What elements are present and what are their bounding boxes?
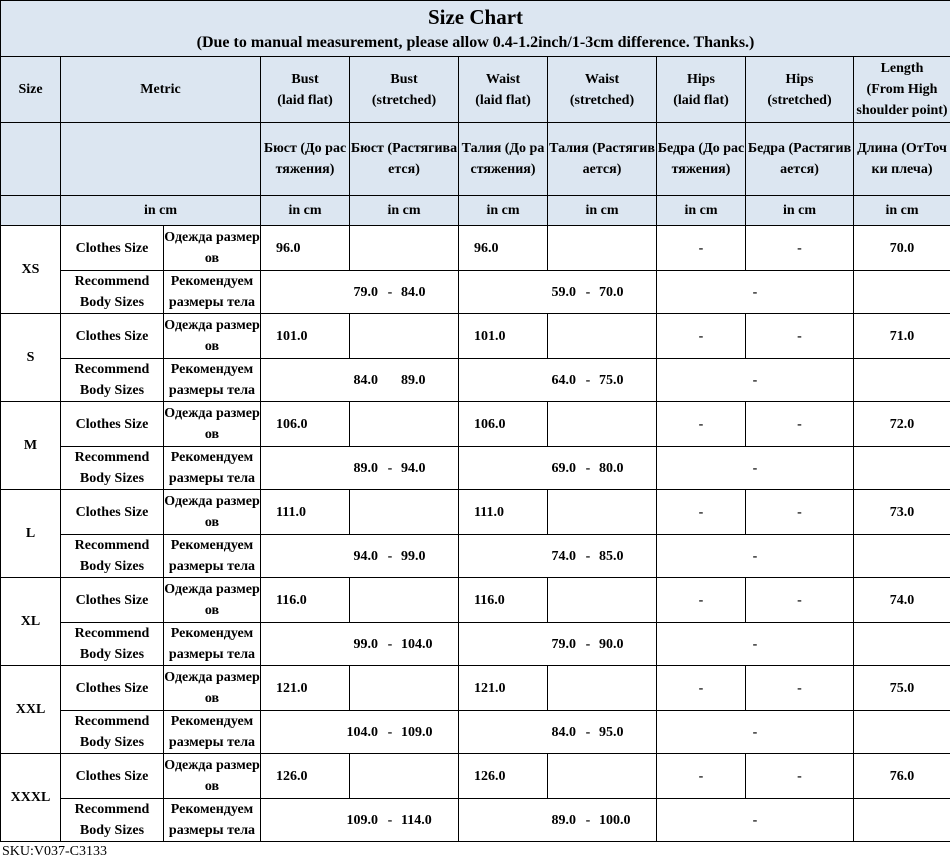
header-ru-length: Длина (ОтТочки плеча) (854, 123, 950, 196)
hips-range: - (657, 535, 854, 578)
bust-range-to: 109.0 (401, 724, 433, 740)
bust-range-to: 104.0 (401, 636, 433, 652)
clothes-size-label: Clothes Size (61, 402, 164, 447)
size-label: XXXL (1, 754, 61, 842)
header-ru-bust-stretched: Бюст (Растягивается) (350, 123, 459, 196)
clothes-size-label-ru: Одежда размеров (164, 314, 261, 359)
recommend-label-ru: Рекомендуем размеры тела (164, 711, 261, 754)
unit-cell: in cm (746, 196, 854, 226)
waist-range-to: 75.0 (599, 372, 624, 388)
table-row (1, 314, 950, 359)
bust-range-sep: - (387, 636, 393, 652)
clothes-size-label-ru: Одежда размеров (164, 226, 261, 271)
waist-range-range (459, 546, 656, 567)
bust-range (261, 447, 459, 490)
table-row (1, 578, 950, 623)
recommend-label: Recommend Body Sizes (61, 359, 164, 402)
recommend-label-ru: Рекомендуем размеры тела (164, 271, 261, 314)
clothes-size-label-ru: Одежда размеров (164, 666, 261, 711)
clothes-size-label: Clothes Size (61, 666, 164, 711)
bust-range (261, 799, 459, 842)
waist-range (459, 711, 657, 754)
bust-stretched-value (350, 578, 459, 623)
unit-cell: in cm (548, 196, 657, 226)
recommend-label-ru: Рекомендуем размеры тела (164, 623, 261, 666)
bust-range-range (261, 370, 458, 391)
bust-range (261, 359, 459, 402)
size-label: XXL (1, 666, 61, 754)
header-ru-waist-stretched: Талия (Растягивается) (548, 123, 657, 196)
waist-stretched-value (548, 226, 657, 271)
clothes-size-label-ru: Одежда размеров (164, 490, 261, 535)
length-value: 71.0 (854, 314, 950, 359)
waist-range-sep: - (585, 812, 591, 828)
hips-flat-value: - (657, 578, 746, 623)
hips-range: - (657, 711, 854, 754)
bust-flat-value: 96.0 (261, 226, 350, 271)
recommend-label: Recommend Body Sizes (61, 799, 164, 842)
length-value: 73.0 (854, 490, 950, 535)
waist-range-sep: - (585, 724, 591, 740)
table-row (1, 359, 950, 402)
recommend-label: Recommend Body Sizes (61, 447, 164, 490)
bust-flat-value: 116.0 (261, 578, 350, 623)
bust-stretched-value (350, 314, 459, 359)
hips-range: - (657, 359, 854, 402)
length-value: 75.0 (854, 666, 950, 711)
metric-header: Metric (61, 57, 261, 123)
table-row (1, 226, 950, 271)
length-range (854, 447, 950, 490)
bust-flat-value: 101.0 (261, 314, 350, 359)
bust-range-range (261, 634, 458, 655)
bust-range-range (261, 810, 458, 831)
clothes-size-label: Clothes Size (61, 490, 164, 535)
waist-range-from: 89.0 (551, 812, 576, 828)
hips-stretched-value: - (746, 402, 854, 447)
header-bust-stretched: Bust (stretched) (350, 57, 459, 123)
length-range (854, 535, 950, 578)
waist-flat-value: 116.0 (459, 578, 548, 623)
waist-flat-value: 126.0 (459, 754, 548, 799)
length-value: 76.0 (854, 754, 950, 799)
waist-range-to: 100.0 (599, 812, 631, 828)
recommend-label: Recommend Body Sizes (61, 271, 164, 314)
bust-range (261, 271, 459, 314)
recommend-label-ru: Рекомендуем размеры тела (164, 359, 261, 402)
table-row (1, 666, 950, 711)
waist-range-to: 90.0 (599, 636, 624, 652)
unit-cell: in cm (261, 196, 350, 226)
waist-flat-value: 101.0 (459, 314, 548, 359)
table-row (1, 535, 950, 578)
unit-empty (1, 196, 61, 226)
waist-stretched-value (548, 754, 657, 799)
waist-range-from: 79.0 (551, 636, 576, 652)
clothes-size-label: Clothes Size (61, 578, 164, 623)
bust-flat-value: 126.0 (261, 754, 350, 799)
table-row (1, 711, 950, 754)
header-ru-hips-stretched: Бедра (Растягивается) (746, 123, 854, 196)
waist-flat-value: 121.0 (459, 666, 548, 711)
waist-range-sep: - (585, 548, 591, 564)
length-range (854, 623, 950, 666)
hips-flat-value: - (657, 402, 746, 447)
waist-range-to: 95.0 (599, 724, 624, 740)
unit-metric: in cm (61, 196, 261, 226)
unit-cell: in cm (854, 196, 950, 226)
waist-range-from: 69.0 (551, 460, 576, 476)
hips-stretched-value: - (746, 226, 854, 271)
hips-flat-value: - (657, 314, 746, 359)
table-row (1, 623, 950, 666)
waist-stretched-value (548, 578, 657, 623)
hips-flat-value: - (657, 754, 746, 799)
waist-range-from: 84.0 (551, 724, 576, 740)
unit-cell: in cm (657, 196, 746, 226)
length-range (854, 799, 950, 842)
table-row (1, 271, 950, 314)
header-hips-stretched: Hips (stretched) (746, 57, 854, 123)
bust-range-from: 94.0 (353, 548, 378, 564)
hips-stretched-value: - (746, 314, 854, 359)
waist-range-range (459, 370, 656, 391)
header-ru-waist-flat: Талия (До растяжения) (459, 123, 548, 196)
waist-range-range (459, 722, 656, 743)
hips-stretched-value: - (746, 490, 854, 535)
waist-range (459, 447, 657, 490)
hips-stretched-value: - (746, 666, 854, 711)
header-ru-hips-flat: Бедра (До растяжения) (657, 123, 746, 196)
page-subtitle: (Due to manual measurement, please allow 0.4-1.2inch/1-3cm difference. Thanks.) (196, 33, 755, 51)
bust-range-to: 94.0 (401, 460, 426, 476)
unit-cell: in cm (350, 196, 459, 226)
bust-range-sep: - (387, 460, 393, 476)
clothes-size-label: Clothes Size (61, 754, 164, 799)
bust-stretched-value (350, 666, 459, 711)
bust-stretched-value (350, 490, 459, 535)
size-header: Size (1, 57, 61, 123)
length-range (854, 359, 950, 402)
bust-range-to: 114.0 (401, 812, 432, 828)
size-label: M (1, 402, 61, 490)
waist-stretched-value (548, 402, 657, 447)
bust-range (261, 623, 459, 666)
waist-range (459, 623, 657, 666)
header-hips-flat: Hips (laid flat) (657, 57, 746, 123)
waist-range-sep: - (585, 460, 591, 476)
bust-stretched-value (350, 402, 459, 447)
bust-range-range (261, 282, 458, 303)
waist-range-from: 64.0 (551, 372, 576, 388)
size-header-ru-empty (1, 123, 61, 196)
length-value: 72.0 (854, 402, 950, 447)
hips-range: - (657, 447, 854, 490)
length-range (854, 271, 950, 314)
bust-range-from: 109.0 (346, 812, 378, 828)
page-title: Size Chart (427, 4, 524, 29)
recommend-label-ru: Рекомендуем размеры тела (164, 535, 261, 578)
bust-range-sep: - (387, 724, 393, 740)
waist-range-range (459, 282, 656, 303)
table-row (1, 402, 950, 447)
chart-title-cell (1, 1, 950, 57)
bust-range-sep: - (387, 284, 393, 300)
size-label: S (1, 314, 61, 402)
bust-range (261, 711, 459, 754)
header-ru-bust-flat: Бюст (До растяжения) (261, 123, 350, 196)
bust-range-to: 89.0 (401, 372, 426, 388)
waist-range (459, 535, 657, 578)
bust-flat-value: 106.0 (261, 402, 350, 447)
waist-flat-value: 106.0 (459, 402, 548, 447)
clothes-size-label: Clothes Size (61, 314, 164, 359)
waist-range-range (459, 634, 656, 655)
bust-range (261, 535, 459, 578)
header-length: Length (From High shoulder point) (854, 57, 950, 123)
waist-range-sep: - (585, 372, 591, 388)
bust-flat-value: 121.0 (261, 666, 350, 711)
bust-range-from: 84.0 (353, 372, 378, 388)
clothes-size-label-ru: Одежда размеров (164, 402, 261, 447)
hips-range: - (657, 799, 854, 842)
bust-flat-value: 111.0 (261, 490, 350, 535)
bust-range-to: 84.0 (401, 284, 426, 300)
waist-range-to: 85.0 (599, 548, 624, 564)
bust-range-from: 99.0 (353, 636, 378, 652)
hips-range: - (657, 623, 854, 666)
clothes-size-label-ru: Одежда размеров (164, 578, 261, 623)
header-bust-flat: Bust (laid flat) (261, 57, 350, 123)
size-label: XL (1, 578, 61, 666)
recommend-label-ru: Рекомендуем размеры тела (164, 799, 261, 842)
hips-stretched-value: - (746, 754, 854, 799)
waist-flat-value: 96.0 (459, 226, 548, 271)
recommend-label: Recommend Body Sizes (61, 623, 164, 666)
header-waist-flat: Waist (laid flat) (459, 57, 548, 123)
length-value: 70.0 (854, 226, 950, 271)
waist-range-range (459, 810, 656, 831)
bust-range-from: 104.0 (346, 724, 378, 740)
length-value: 74.0 (854, 578, 950, 623)
clothes-size-label-ru: Одежда размеров (164, 754, 261, 799)
bust-range-from: 79.0 (353, 284, 378, 300)
table-row (1, 447, 950, 490)
bust-range-sep: - (387, 548, 393, 564)
bust-range-to: 99.0 (401, 548, 426, 564)
bust-stretched-value (350, 226, 459, 271)
waist-range-to: 80.0 (599, 460, 624, 476)
bust-range-range (261, 722, 458, 743)
waist-range-from: 59.0 (551, 284, 576, 300)
table-row (1, 754, 950, 799)
recommend-label: Recommend Body Sizes (61, 711, 164, 754)
bust-range-range (261, 546, 458, 567)
waist-stretched-value (548, 666, 657, 711)
hips-flat-value: - (657, 226, 746, 271)
waist-stretched-value (548, 314, 657, 359)
hips-stretched-value: - (746, 578, 854, 623)
length-range (854, 711, 950, 754)
waist-range (459, 271, 657, 314)
unit-cell: in cm (459, 196, 548, 226)
recommend-label: Recommend Body Sizes (61, 535, 164, 578)
hips-flat-value: - (657, 490, 746, 535)
table-row (1, 490, 950, 535)
sku-label: SKU:V037-C3133 (2, 844, 108, 859)
waist-stretched-value (548, 490, 657, 535)
hips-flat-value: - (657, 666, 746, 711)
waist-range (459, 359, 657, 402)
waist-range-sep: - (585, 284, 591, 300)
size-label: L (1, 490, 61, 578)
header-waist-stretched: Waist (stretched) (548, 57, 657, 123)
recommend-label-ru: Рекомендуем размеры тела (164, 447, 261, 490)
hips-range: - (657, 271, 854, 314)
metric-header-ru-empty (61, 123, 261, 196)
waist-flat-value: 111.0 (459, 490, 548, 535)
table-row (1, 799, 950, 842)
bust-range-sep: - (387, 812, 393, 828)
waist-range-sep: - (585, 636, 591, 652)
waist-range-to: 70.0 (599, 284, 624, 300)
clothes-size-label: Clothes Size (61, 226, 164, 271)
waist-range-range (459, 458, 656, 479)
waist-range (459, 799, 657, 842)
bust-range-range (261, 458, 458, 479)
waist-range-from: 74.0 (551, 548, 576, 564)
bust-stretched-value (350, 754, 459, 799)
bust-range-from: 89.0 (353, 460, 378, 476)
size-label: XS (1, 226, 61, 314)
